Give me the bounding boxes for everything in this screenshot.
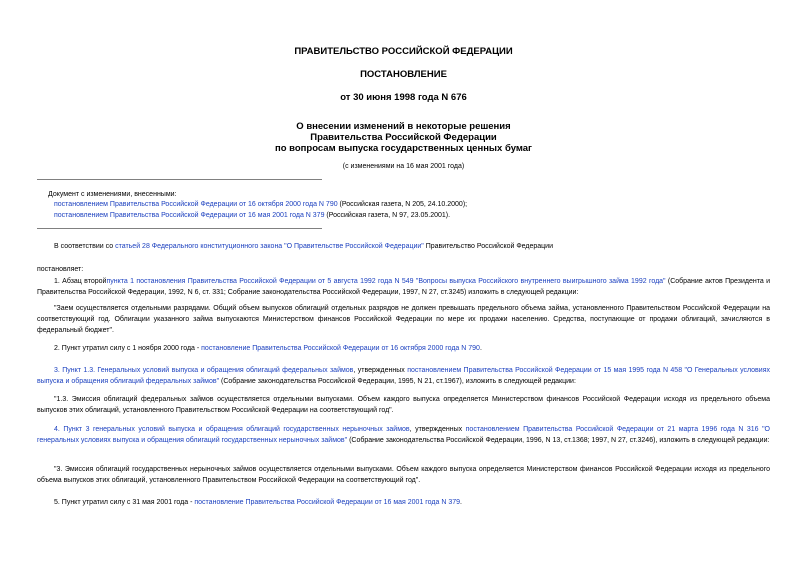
title-line-1: О внесении изменений в некоторые решения — [296, 121, 511, 132]
paragraph-1-end: (Собрание актов Президента и Правительства Российской Федерации, 1992, N 6, ст. 331; Собрание законодательства Российской Федерации, 1997, N 27, ст.3245) изложить в следующей редакции: — [37, 278, 770, 296]
paragraph-1-link[interactable]: пункта 1 постановления Правительства Российской Федерации от 5 августа 1992 года N 549 "Вопросы выпуска Российского внутреннего выигрышного займа 1992 года" — [106, 278, 666, 285]
paragraph-3-link-1[interactable]: 3. Пункт 1.3. Генеральных условий выпуска и обращения облигаций федеральных займов — [54, 367, 354, 374]
title-line-2: Правительства Российской Федерации — [310, 132, 497, 143]
preamble-law-link[interactable]: статьей 28 Федерального конституционного закона "О Правительстве Российской Федерации" — [115, 243, 424, 250]
paragraph-4-link-1[interactable]: 4. Пункт 3 генеральных условий выпуска и обращения облигаций государственных нерыночных займов — [54, 426, 410, 433]
amendment-link-1[interactable]: постановлением Правительства Российской Федерации от 16 октября 2000 года N 790 — [54, 201, 338, 208]
amendment-item-1 — [54, 199, 794, 210]
paragraph-2-end: . — [479, 345, 482, 352]
paragraph-5-end: . — [460, 499, 462, 506]
paragraph-2-start: 2. Пункт утратил силу с 1 ноября 2000 года - — [54, 345, 202, 352]
paragraph-5-link[interactable]: постановление Правительства Российской Федерации от 16 мая 2001 года N 379 — [194, 499, 461, 506]
amendment-note: (с изменениями на 16 мая 2001 года) — [342, 163, 465, 170]
paragraph-3-end: (Собрание законодательства Российской Федерации, 1995, N 21, ст.1967), изложить в следующей редакции: — [219, 378, 576, 385]
divider-top — [37, 179, 322, 180]
paragraph-3 — [37, 365, 770, 387]
paragraph-1-start: 1. Абзац второй — [54, 278, 107, 285]
paragraph-3-link-2[interactable]: постановлением Правительства Российской Федерации от 15 мая 1995 года N 458 "О Генеральных условиях выпуска и обращения облигаций федеральных займов" — [37, 367, 770, 385]
amendment-link-2[interactable]: постановлением Правительства Российской Федерации от 16 мая 2001 года N 379 — [54, 212, 325, 219]
paragraph-5-start: 5. Пункт утратил силу с 31 мая 2001 года - — [54, 499, 195, 506]
paragraph-4-link-2[interactable]: постановлением Правительства Российской Федерации от 21 марта 1996 года N 316 "О генеральных условиях выпуска и обращения облигаций государственных нерыночных займов" — [37, 426, 770, 444]
quote-4: "3. Эмиссия облигаций государственных нерыночных займов осуществляется отдельными выпусками. Объем каждого выпуска определяется Министерством финансов Российской Федерации исходя из предельного объема выпусков этих облигаций, установленного Правительством Российской Федерации на соответствующий год". — [37, 466, 770, 484]
paragraph-4-end: (Собрание законодательства Российской Федерации, 1996, N 13, ст.1368; 1997, N 27, ст.3246), изложить в следующей редакции: — [347, 437, 770, 444]
amendment-item-2 — [54, 210, 794, 221]
divider-bottom — [37, 228, 322, 229]
paragraph-2 — [54, 343, 770, 354]
amendment-source-1: (Российская газета, N 205, 24.10.2000); — [337, 201, 468, 208]
title-line-3: по вопросам выпуска государственных ценных бумаг — [274, 143, 533, 154]
issuer-heading: ПРАВИТЕЛЬСТВО РОССИЙСКОЙ ФЕДЕРАЦИИ — [294, 46, 513, 57]
preamble — [54, 241, 794, 252]
amendment-source-2: (Российская газета, N 97, 23.05.2001). — [324, 212, 451, 219]
amendments-intro: Документ с изменениями, внесенными: — [48, 191, 177, 198]
preamble-text-end: Правительство Российской Федерации — [423, 243, 553, 250]
decrees-word: постановляет: — [37, 266, 84, 273]
paragraph-4-middle: , утвержденных — [409, 426, 466, 433]
document-date-number: от 30 июня 1998 года N 676 — [340, 92, 467, 103]
paragraph-3-middle: , утвержденных — [353, 367, 408, 374]
paragraph-1 — [37, 276, 770, 298]
document-title — [0, 121, 807, 154]
preamble-text-start: В соответствии со — [54, 243, 116, 250]
quote-1: "Заем осуществляется отдельными разрядами. Общий объем выпусков облигаций отдельных разрядов не должен превышать предельного объема займа, установленного Правительством Российской Федерации на соответствующий год. Облигации указанного займа выпускаются Министерством финансов Российской Федерации по мере их продажи населению. Средства, поступающие от продажи облигаций, зачисляются в федеральный бюджет". — [37, 305, 770, 334]
paragraph-4 — [37, 424, 770, 446]
paragraph-2-link[interactable]: постановление Правительства Российской Федерации от 16 октября 2000 года N 790 — [201, 345, 480, 352]
quote-3: "1.3. Эмиссия облигаций федеральных займов осуществляется отдельными выпусками. Объем каждого выпуска определяется Министерством финансов Российской Федерации исходя из предельного объема выпусков этих облигаций, установленного Правительством Российской Федерации на соответствующий год". — [37, 396, 770, 414]
paragraph-5 — [54, 497, 770, 508]
document-type-heading: ПОСТАНОВЛЕНИЕ — [360, 69, 447, 80]
